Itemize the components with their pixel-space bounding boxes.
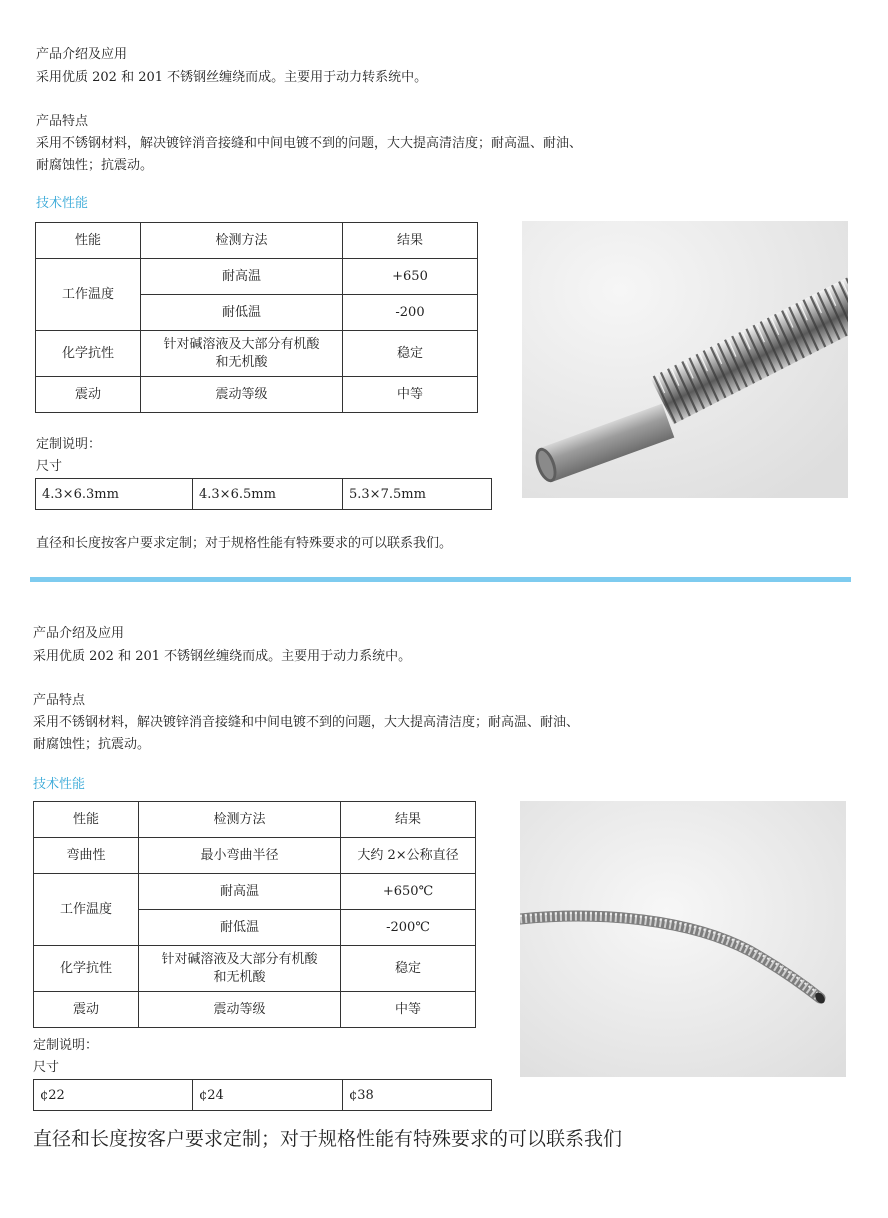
chem-method-line2: 和无机酸 [215, 354, 268, 370]
custom-heading: 定制说明： [36, 437, 102, 452]
size-cell: ¢38 [343, 1080, 492, 1111]
section-divider [30, 577, 851, 582]
size-cell: 4.3×6.3mm [36, 479, 193, 510]
table-header-row [36, 223, 478, 259]
table-row [36, 479, 492, 510]
vib-label: 震动 [36, 377, 141, 413]
size-label: 尺寸 [36, 459, 63, 474]
intro-text: 采用优质 202 和 201 不锈钢丝缠绕而成。主要用于动力转系统中。 [36, 70, 428, 85]
table-row [36, 259, 478, 295]
low-temp-result: -200℃ [341, 910, 476, 946]
features-heading: 产品特点 [36, 114, 89, 129]
high-temp-method: 耐高温 [141, 259, 343, 295]
spec-table [33, 801, 476, 1028]
flexible-metal-hose-photo-icon [520, 801, 846, 1077]
custom-note: 直径和长度按客户要求定制；对于规格性能有特殊要求的可以联系我们。 [36, 536, 453, 551]
size-cell: 5.3×7.5mm [343, 479, 492, 510]
intro-text: 采用优质 202 和 201 不锈钢丝缠绕而成。主要用于动力系统中。 [33, 649, 412, 664]
size-label: 尺寸 [33, 1060, 60, 1075]
low-temp-result: -200 [343, 295, 478, 331]
table-row [34, 946, 476, 992]
low-temp-method: 耐低温 [141, 295, 343, 331]
vib-result: 中等 [343, 377, 478, 413]
features-text-line1: 采用不锈钢材料，解决镀锌消音接缝和中间电镀不到的问题，大大提高清洁度；耐高温、耐油、 [33, 715, 580, 730]
chem-result: 稳定 [341, 946, 476, 992]
features-text-line2: 耐腐蚀性；抗震动。 [36, 158, 154, 173]
vib-label: 震动 [34, 992, 139, 1028]
spec-table [35, 222, 478, 413]
chem-method-line2: 和无机酸 [213, 969, 266, 985]
table-row [34, 838, 476, 874]
temp-label: 工作温度 [34, 874, 139, 946]
chem-result: 稳定 [343, 331, 478, 377]
size-cell: 4.3×6.5mm [193, 479, 343, 510]
custom-heading: 定制说明： [33, 1038, 99, 1053]
chem-method [141, 331, 343, 377]
product-photo-1 [522, 221, 848, 498]
size-table [33, 1079, 492, 1111]
bend-result: 大约 2×公称直径 [341, 838, 476, 874]
vib-method: 震动等级 [139, 992, 341, 1028]
high-temp-method: 耐高温 [139, 874, 341, 910]
bend-label: 弯曲性 [34, 838, 139, 874]
intro-heading: 产品介绍及应用 [36, 47, 128, 62]
custom-note: 直径和长度按客户要求定制；对于规格性能有特殊要求的可以联系我们 [33, 1128, 623, 1150]
corrugated-steel-tube-photo-icon [522, 221, 848, 498]
size-cell: ¢24 [193, 1080, 343, 1111]
table-row [36, 331, 478, 377]
table-row [34, 1080, 492, 1111]
temp-label: 工作温度 [36, 259, 141, 331]
high-temp-result: +650℃ [341, 874, 476, 910]
intro-heading: 产品介绍及应用 [33, 626, 125, 641]
vib-method: 震动等级 [141, 377, 343, 413]
header-result: 结果 [341, 802, 476, 838]
features-text-line2: 耐腐蚀性；抗震动。 [33, 737, 151, 752]
tech-heading: 技术性能 [33, 777, 86, 792]
low-temp-method: 耐低温 [139, 910, 341, 946]
table-header-row [34, 802, 476, 838]
header-result: 结果 [343, 223, 478, 259]
chem-method-line1: 针对碱溶液及大部分有机酸 [161, 951, 318, 967]
tech-heading: 技术性能 [36, 196, 89, 211]
size-cell: ¢22 [34, 1080, 193, 1111]
chem-method [139, 946, 341, 992]
header-property: 性能 [36, 223, 141, 259]
product-photo-2 [520, 801, 846, 1077]
features-heading: 产品特点 [33, 693, 86, 708]
header-method: 检测方法 [141, 223, 343, 259]
header-property: 性能 [34, 802, 139, 838]
chem-label: 化学抗性 [34, 946, 139, 992]
bend-method: 最小弯曲半径 [139, 838, 341, 874]
vib-result: 中等 [341, 992, 476, 1028]
table-row [34, 874, 476, 910]
features-text-line1: 采用不锈钢材料，解决镀锌消音接缝和中间电镀不到的问题，大大提高清洁度；耐高温、耐油、 [36, 136, 583, 151]
table-row [36, 377, 478, 413]
chem-method-line1: 针对碱溶液及大部分有机酸 [163, 336, 320, 352]
table-row [34, 992, 476, 1028]
high-temp-result: +650 [343, 259, 478, 295]
chem-label: 化学抗性 [36, 331, 141, 377]
size-table [35, 478, 492, 510]
header-method: 检测方法 [139, 802, 341, 838]
